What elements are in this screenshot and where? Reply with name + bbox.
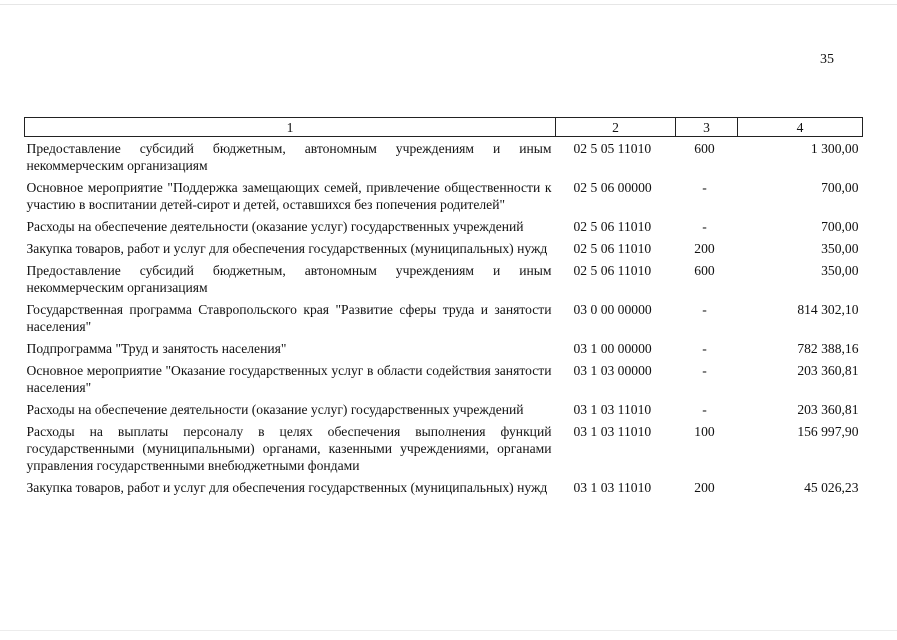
row-name: Предоставление субсидий бюджетным, автономным учреждениям и иным некоммерческим организациям [26, 263, 552, 295]
table-row [25, 215, 863, 237]
row-sum: 700,00 [821, 219, 859, 234]
row-name: Расходы на обеспечение деятельности (оказание услуг) государственных учреждений [26, 402, 524, 417]
row-sum: 350,00 [821, 241, 859, 256]
row-type: 100 [694, 424, 715, 439]
row-code: 02 5 06 11010 [573, 241, 652, 256]
scan-edge-bottom [0, 630, 897, 631]
row-name: Государственная программа Ставропольского края "Развитие сферы труда и занятости населения" [26, 302, 552, 334]
row-name: Подпрограмма "Труд и занятость населения" [26, 341, 287, 356]
table-row [25, 359, 863, 398]
table-header-row [25, 118, 863, 137]
table-row [25, 237, 863, 259]
table-row [25, 398, 863, 420]
table-row [25, 298, 863, 337]
row-code: 02 5 05 11010 [573, 141, 652, 156]
row-type: - [702, 402, 707, 417]
column-header-2: 2 [556, 118, 676, 137]
row-code: 03 1 03 00000 [573, 363, 652, 378]
row-code: 02 5 06 11010 [573, 219, 652, 234]
column-header-3: 3 [676, 118, 738, 137]
row-code: 03 1 03 11010 [573, 480, 652, 495]
row-name: Закупка товаров, работ и услуг для обеспечения государственных (муниципальных) нужд [26, 241, 548, 256]
row-sum: 350,00 [821, 263, 859, 278]
row-code: 03 1 03 11010 [573, 402, 652, 417]
row-code: 03 0 00 00000 [573, 302, 652, 317]
row-sum: 45 026,23 [804, 480, 859, 495]
row-type: 200 [694, 480, 715, 495]
scan-edge-top [0, 4, 897, 5]
row-name: Расходы на выплаты персоналу в целях обеспечения выполнения функций государственными (муниципальными) органами, казенными учреждениями, органами управления государственными внебюджетными фондами [26, 424, 552, 473]
row-name: Расходы на обеспечение деятельности (оказание услуг) государственных учреждений [26, 219, 524, 234]
row-type: - [702, 219, 707, 234]
table-row [25, 420, 863, 476]
row-sum: 814 302,10 [797, 302, 859, 317]
table-row [25, 137, 863, 177]
column-header-1: 1 [25, 118, 556, 137]
budget-table-container [24, 117, 862, 498]
row-type: - [702, 363, 707, 378]
row-sum: 203 360,81 [797, 363, 859, 378]
row-sum: 156 997,90 [797, 424, 859, 439]
table-row [25, 337, 863, 359]
table-row [25, 476, 863, 498]
row-type: - [702, 302, 707, 317]
row-type: - [702, 180, 707, 195]
budget-table [24, 117, 863, 498]
row-code: 03 1 00 00000 [573, 341, 652, 356]
column-header-4: 4 [738, 118, 863, 137]
row-type: - [702, 341, 707, 356]
row-sum: 782 388,16 [797, 341, 859, 356]
row-type: 200 [694, 241, 715, 256]
page-number: 35 [820, 52, 834, 67]
table-row [25, 259, 863, 298]
row-code: 03 1 03 11010 [573, 424, 652, 439]
row-code: 02 5 06 11010 [573, 263, 652, 278]
row-type: 600 [694, 141, 715, 156]
table-row [25, 176, 863, 215]
row-sum: 700,00 [821, 180, 859, 195]
row-name: Основное мероприятие "Поддержка замещающих семей, привлечение общественности к участию в воспитании детей-сирот и детей, оставшихся без попечения родителей" [26, 180, 552, 212]
row-sum: 1 300,00 [810, 141, 859, 156]
row-type: 600 [694, 263, 715, 278]
row-sum: 203 360,81 [797, 402, 859, 417]
row-code: 02 5 06 00000 [573, 180, 652, 195]
row-name: Основное мероприятие "Оказание государственных услуг в области содействия занятости населения" [26, 363, 552, 395]
row-name: Закупка товаров, работ и услуг для обеспечения государственных (муниципальных) нужд [26, 480, 548, 495]
row-name: Предоставление субсидий бюджетным, автономным учреждениям и иным некоммерческим организациям [26, 141, 552, 173]
